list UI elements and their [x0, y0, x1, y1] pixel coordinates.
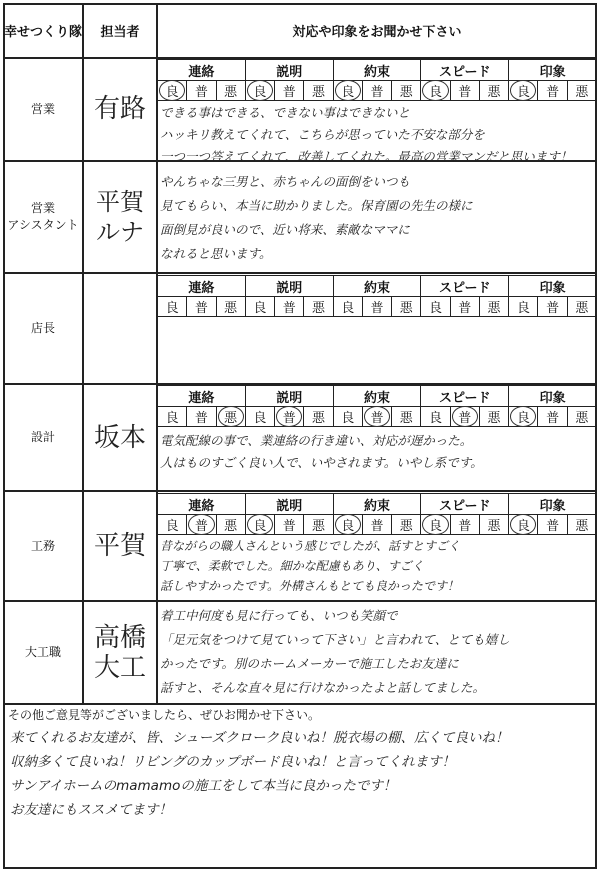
comment: [160, 536, 594, 596]
category-row: [158, 494, 597, 515]
rating-option: 良: [245, 81, 274, 101]
rating-option: 普: [275, 297, 304, 317]
person-name: 有路: [93, 94, 146, 124]
comment-line: 面倒見が良いので、近い将来、素敵なママに: [160, 222, 410, 237]
rating-option: 良: [333, 297, 362, 317]
category-label: 連絡: [158, 60, 246, 81]
rating-option: 良: [333, 81, 362, 101]
rating-option: 普: [450, 297, 479, 317]
comment-line: 丁寧で、柔軟でした。細かな配慮もあり、すごく: [160, 559, 424, 573]
category-label: 連絡: [158, 276, 246, 297]
rating-option: 悪: [567, 515, 596, 535]
rating-option: 普: [187, 515, 216, 535]
option-row: [158, 81, 597, 101]
category-label: 印象: [509, 276, 597, 297]
rating-option: 悪: [216, 515, 245, 535]
rating-option: 普: [362, 515, 391, 535]
rating-option: 普: [538, 407, 567, 427]
comment-line: 着工中何度も見に行っても、いつも笑顔で: [160, 608, 398, 623]
rating-option: 良: [421, 81, 450, 101]
rating-option: 良: [509, 81, 538, 101]
category-label: スピード: [421, 494, 509, 515]
rating-option: 普: [275, 407, 304, 427]
rating-option: 普: [187, 81, 216, 101]
rating-option: 悪: [304, 407, 333, 427]
dept-label: 大工職: [24, 645, 61, 659]
comment: [160, 430, 594, 474]
category-label: 説明: [245, 60, 333, 81]
rating-option: 悪: [479, 515, 508, 535]
header-person: 担当者: [83, 3, 157, 59]
category-label: 印象: [509, 494, 597, 515]
category-label: 印象: [509, 386, 597, 407]
category-label: 印象: [509, 60, 597, 81]
category-label: 説明: [245, 386, 333, 407]
comment-line: 昔ながらの職人さんという感じでしたが、話すとすごく: [160, 539, 461, 553]
dept-label: 営業: [30, 101, 55, 116]
rating-option: 良: [421, 515, 450, 535]
other-comments: [10, 726, 590, 822]
dept-label: 設計: [30, 430, 55, 444]
person-name: 平賀 ルナ: [96, 188, 144, 246]
rating-option: 良: [245, 515, 274, 535]
rating-option: 良: [158, 407, 187, 427]
rating-option: 普: [538, 297, 567, 317]
category-label: スピード: [421, 386, 509, 407]
rating-option: 普: [362, 407, 391, 427]
dept-label: 工務: [30, 538, 55, 553]
category-label: 約束: [333, 60, 421, 81]
category-label: 連絡: [158, 386, 246, 407]
rating-grid: [157, 59, 597, 101]
rating-option: 良: [509, 515, 538, 535]
rating-option: 良: [158, 515, 187, 535]
comment-line: 見てもらい、本当に助かりました。保育園の先生の様に: [160, 198, 473, 213]
rating-option: 悪: [392, 81, 421, 101]
rating-option: 普: [450, 515, 479, 535]
header-feedback: 対応や印象をお聞かせ下さい: [157, 3, 597, 59]
category-label: 約束: [333, 386, 421, 407]
rating-option: 普: [538, 81, 567, 101]
rating-option: 普: [275, 81, 304, 101]
comment-line: 電気配線の事で、業連絡の行き違い、対応が遅かった。: [160, 433, 473, 448]
rating-option: 良: [333, 407, 362, 427]
comment-line: 「足元気をつけて見ていって下さい」と言われて、とても嬉し: [160, 632, 510, 647]
comment: [160, 102, 594, 168]
rating-option: 悪: [392, 515, 421, 535]
header-team: 幸せつくり隊: [3, 3, 83, 59]
person-name: 高橋 大工: [93, 622, 146, 683]
rating-option: 普: [450, 81, 479, 101]
rating-option: 悪: [567, 407, 596, 427]
rating-option: 良: [245, 297, 274, 317]
dept-label: 店長: [30, 321, 55, 335]
other-comments-title: その他ご意見等がございましたら、ぜひお聞かせ下さい。: [8, 708, 321, 722]
comment-line: 話しやすかったです。外構さんもとても良かったです！: [160, 579, 460, 593]
rating-option: 良: [509, 407, 538, 427]
category-label: 約束: [333, 276, 421, 297]
rating-option: 良: [158, 297, 187, 317]
rating-option: 良: [509, 297, 538, 317]
rating-option: 悪: [479, 81, 508, 101]
category-row: [158, 386, 597, 407]
dept-label: 営業 アシスタント: [7, 201, 79, 232]
category-row: [158, 60, 597, 81]
comment: [160, 604, 594, 700]
other-comment-line: サンアイホームのmamamoの施工をして本当に良かったです！: [10, 778, 397, 794]
category-label: 説明: [245, 494, 333, 515]
category-label: スピード: [421, 60, 509, 81]
rating-option: 普: [362, 297, 391, 317]
rating-option: 良: [421, 297, 450, 317]
divider: [3, 703, 597, 705]
rating-option: 普: [275, 515, 304, 535]
rating-option: 悪: [567, 81, 596, 101]
divider: [156, 3, 158, 703]
rating-option: 悪: [479, 297, 508, 317]
rating-option: 普: [187, 297, 216, 317]
rating-grid: [157, 275, 597, 317]
rating-option: 悪: [216, 407, 245, 427]
person-name: 平賀: [93, 531, 146, 561]
option-row: [158, 407, 597, 427]
rating-option: 悪: [216, 81, 245, 101]
other-comment-line: 来てくれるお友達が、皆、シューズクローク良いね！脱衣場の棚、広くて良いね！: [10, 730, 509, 746]
comment-line: 人はものすごく良い人で、いやされます。いやし系です。: [160, 455, 483, 470]
option-row: [158, 515, 597, 535]
comment-line: ハッキリ教えてくれて、こちらが思っていた不安な部分を: [160, 127, 485, 142]
comment: [160, 170, 594, 266]
rating-option: 悪: [392, 407, 421, 427]
comment-line: なれると思います。: [160, 246, 272, 261]
other-comment-line: 収納多くて良いね！リビングのカップボード良いね！と言ってくれます！: [10, 754, 456, 770]
rating-option: 悪: [392, 297, 421, 317]
divider: [3, 272, 597, 274]
rating-grid: [157, 493, 597, 535]
rating-option: 良: [245, 407, 274, 427]
rating-option: 良: [421, 407, 450, 427]
rating-option: 悪: [479, 407, 508, 427]
rating-option: 普: [362, 81, 391, 101]
person-name: 坂本: [93, 422, 146, 453]
category-label: 約束: [333, 494, 421, 515]
rating-option: 普: [538, 515, 567, 535]
category-label: スピード: [421, 276, 509, 297]
category-label: 説明: [245, 276, 333, 297]
rating-option: 良: [158, 81, 187, 101]
rating-grid: [157, 385, 597, 427]
rating-option: 普: [450, 407, 479, 427]
comment-line: やんちゃな三男と、赤ちゃんの面倒をいつも: [160, 174, 411, 189]
comment-line: できる事はできる、できない事はできないと: [160, 105, 411, 120]
category-label: 連絡: [158, 494, 246, 515]
comment-line: 話すと、そんな直々見に行けなかったよと話してました。: [160, 680, 486, 695]
rating-option: 悪: [304, 515, 333, 535]
rating-option: 良: [333, 515, 362, 535]
comment-line: 一つ一つ答えてくれて、改善してくれた。最高の営業マンだと思います！: [160, 149, 573, 164]
rating-option: 悪: [567, 297, 596, 317]
rating-option: 普: [187, 407, 216, 427]
rating-option: 悪: [304, 81, 333, 101]
other-comment-line: お友達にもススメてます！: [10, 802, 172, 818]
rating-option: 悪: [216, 297, 245, 317]
comment-line: かったです。別のホームメーカーで施工したお友達に: [160, 656, 459, 671]
option-row: [158, 297, 597, 317]
rating-option: 悪: [304, 297, 333, 317]
category-row: [158, 276, 597, 297]
